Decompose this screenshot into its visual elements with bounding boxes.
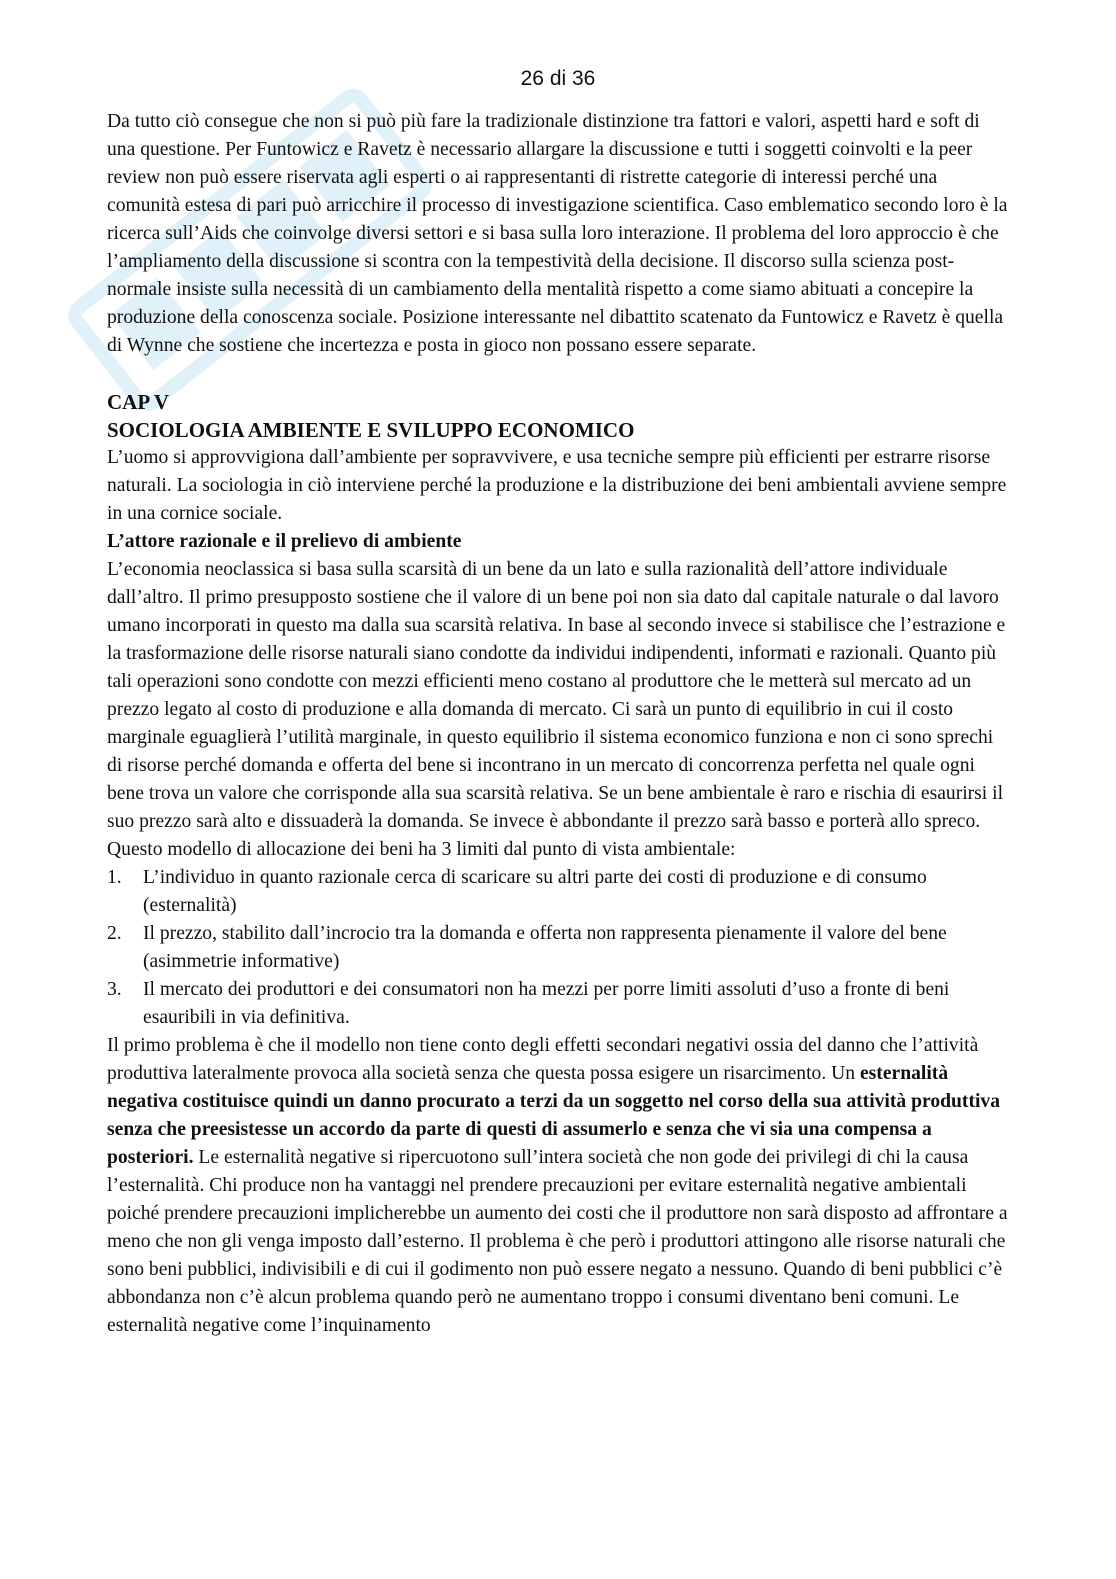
chapter-intro: L’uomo si approvvigiona dall’ambiente per sopravvivere, e usa tecniche sempre più efficienti per estrarre risorse naturali. La sociologia in ciò interviene perché la produzione e la distribuzione dei beni ambientali avviene sempre in una cornice sociale.	[107, 447, 1007, 524]
section-paragraph: L’economia neoclassica si basa sulla scarsità di un bene da un lato e sulla razionalità dell’attore individuale dall’altro. Il primo presupposto sostiene che il valore di un bene poi non sia dato dal capitale naturale o dal lavoro umano incorporati in questo ma dalla sua scarsità relativa. In base al secondo invece si stabilisce che l’estrazione e la trasformazione delle risorse naturali siano condotte da individui indipendenti, informati e razionali. Quanto più tali operazioni sono condotte con mezzi efficienti meno costano al produttore che le metterà sul mercato ad un prezzo legato al costo di produzione e alla domanda di mercato. Ci sarà un punto di equilibrio in cui il costo marginale eguaglierà l’utilità marginale, in questo equilibrio il sistema economico funziona e non ci sono sprechi di risorse perché domanda e offerta del bene si incontrano in un mercato di concorrenza perfetta nel quale ogni bene trova un valore che corrisponde alla sua scarsità relativa. Se un bene ambientale è raro e rischia di esaurirsi il suo prezzo sarà alto e dissuaderà la domanda. Se invece è abbondante il prezzo sarà basso e porterà allo spreco. Questo modello di allocazione dei beni ha 3 limiti dal punto di vista ambientale:	[107, 559, 1006, 860]
list-item	[107, 920, 1012, 976]
list-item-number: 3.	[107, 979, 122, 1000]
section-title: L’attore razionale e il prelievo di ambiente	[107, 531, 462, 552]
final-paragraph-text-start: Il primo problema è che il modello non tiene conto degli effetti secondari negativi ossia del danno che l’attività produttiva lateralmente provoca alla società senza che questa possa esigere un risarcimento. Un	[107, 1035, 979, 1084]
chapter-label: CAP V	[107, 390, 170, 414]
final-paragraph-text-end: Le esternalità negative si ripercuotono sull’intera società che non gode dei privilegi di chi la causa l’esternalità. Chi produce non ha vantaggi nel prendere precauzioni per evitare esternalità negative ambientali poiché prendere precauzioni implicherebbe un aumento dei costi che il produttore non sarà disposto ad affrontare a meno che non gli venga imposto dall’esterno. Il problema è che però i produttori attingono alle risorse naturali che sono beni pubblici, indivisibili e di cui il godimento non può essere negato a nessuno. Quando di beni pubblici c’è abbondanza non c’è alcun problema quando però ne aumentano troppo i consumi diventano beni comuni. Le esternalità negative come l’inquinamento	[107, 1147, 1008, 1336]
page-number: 26 di 36	[520, 67, 596, 90]
intro-paragraph: Da tutto ciò consegue che non si può più fare la tradizionale distinzione tra fattori e valori, aspetti hard e soft di una questione. Per Funtowicz e Ravetz è necessario allargare la discussione e tutti i soggetti coinvolti e la peer review non può essere riservata agli esperti o ai rappresentanti di ristrette categorie di interessi perché una comunità estesa di pari può arricchire il processo di investigazione scientifica. Caso emblematico secondo loro è la ricerca sull’Aids che coinvolge diversi settori e si basa sulla loro interazione. Il problema del loro approccio è che l’ampliamento della discussione si scontra con la tempestività della decisione. Il discorso sulla scienza post-normale insiste sulla necessità di un cambiamento della mentalità rispetto a come siamo abituati a concepire la produzione della conoscenza sociale. Posizione interessante nel dibattito scatenato da Funtowicz e Ravetz è quella di Wynne che sostiene che incertezza e posta in gioco non possano essere separate.	[107, 111, 1008, 356]
paragraph-spacer	[107, 360, 1012, 388]
list-item-text: Il mercato dei produttori e dei consumatori non ha mezzi per porre limiti assoluti d’uso a fronte di beni esauribili in via definitiva.	[143, 979, 950, 1028]
list-item-text: L’individuo in quanto razionale cerca di scaricare su altri parte dei costi di produzione e di consumo (esternalità)	[143, 867, 927, 916]
list-item-number: 2.	[107, 923, 122, 944]
document-body	[107, 108, 1012, 1340]
list-item-number: 1.	[107, 867, 122, 888]
list-item	[107, 976, 1012, 1032]
list-item-text: Il prezzo, stabilito dall’incrocio tra la domanda e offerta non rappresenta pienamente il valore del bene (asimmetrie informative)	[143, 923, 947, 972]
externality-definition: esternalità negativa costituisce quindi un danno procurato a terzi da un soggetto nel corso della sua attività produttiva senza che preesistesse un accordo da parte di questi di assumerlo e senza che vi sia una compensa a posteriori.	[107, 1063, 1001, 1168]
final-paragraph	[107, 1032, 1012, 1340]
chapter-title: SOCIOLOGIA AMBIENTE E SVILUPPO ECONOMICO	[107, 418, 635, 442]
limits-list	[107, 864, 1012, 1032]
list-item	[107, 864, 1012, 920]
